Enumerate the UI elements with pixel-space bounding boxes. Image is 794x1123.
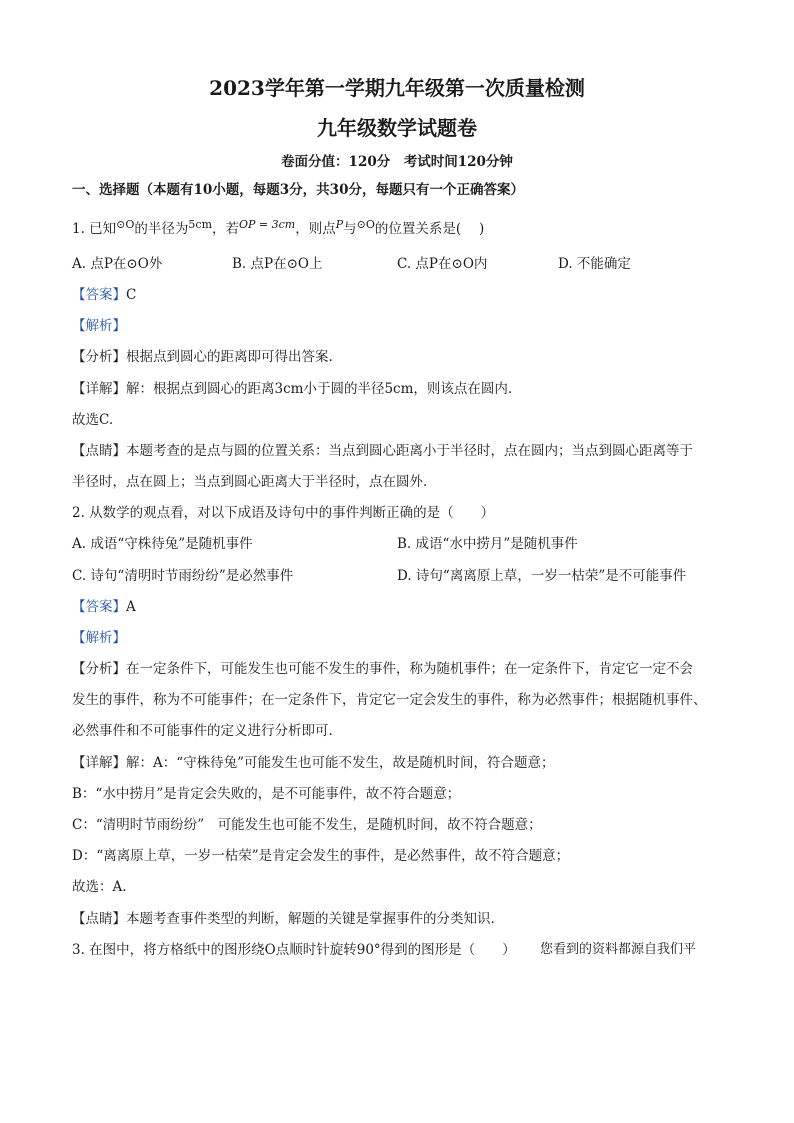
fenxi-tag: 【分析】 — [72, 349, 126, 365]
fenxi-tag: 【分析】 — [72, 661, 126, 677]
q1-stem-part: ，若 — [212, 221, 240, 237]
q2-stem: 2. 从数学的观点看，对以下成语及诗句中的事件判断正确的是（ ） — [72, 505, 495, 521]
q1-analysis-tag: 【解析】 — [72, 318, 126, 334]
q2-xiangjie-d: D：“离离原上草，一岁一枯荣”是肯定会发生的事件，是必然事件，故不符合题意； — [72, 848, 570, 864]
dianjing-text: 本题考查事件类型的判断，解题的关键是掌握事件的分类知识. — [126, 911, 495, 927]
answer-tag: 【答案】 — [72, 287, 126, 303]
q2-choice: 故选：A. — [72, 879, 127, 895]
q2-analysis-tag: 【解析】 — [72, 630, 126, 646]
q2-answer — [72, 597, 136, 617]
q1-xiangjie — [72, 379, 512, 399]
q2-option-b: B. 成语“水中捞月”是随机事件 — [397, 536, 578, 552]
radius-value: 5cm — [188, 218, 213, 231]
q2-option-d: D. 诗句“离离原上草，一岁一枯荣”是不可能事件 — [397, 568, 687, 584]
q1-stem-part: ，则点 — [295, 221, 336, 237]
xiangjie-tag: 【详解】 — [72, 755, 126, 771]
fenxi-text: 根据点到圆心的距离即可得出答案. — [126, 349, 333, 365]
q1-dianjing — [72, 441, 693, 461]
xiangjie-text: 解：根据点到圆心的距离3cm小于圆的半径5cm，则该点在圆内. — [126, 381, 513, 397]
q1-option-c: C. 点P在⊙O内 — [397, 256, 488, 272]
answer-value: C — [126, 287, 137, 303]
q1-choice: 故选C. — [72, 412, 114, 428]
q2-option-c: C. 诗句“清明时节雨纷纷”是必然事件 — [72, 568, 294, 584]
q1-option-d: D. 不能确定 — [558, 256, 631, 272]
answer-value: A — [126, 599, 136, 615]
q1-option-a: A. 点P在⊙O外 — [72, 256, 163, 272]
q1-stem-part: 的位置关系是( ) — [374, 221, 485, 237]
exam-title: 2023学年第一学期九年级第一次质量检测 — [209, 76, 585, 100]
dianjing-tag: 【点睛】 — [72, 911, 126, 927]
dianjing-text: 本题考查的是点与圆的位置关系：当点到圆心距离小于半径时，点在圆内；当点到圆心距离等于 — [126, 443, 693, 459]
q3-stem: 3. 在图中，将方格纸中的图形绕O点顺时针旋转90°得到的图形是（ ） — [72, 942, 516, 958]
circle-symbol: ⊙O — [116, 218, 135, 231]
q2-xiangjie-b: B：“水中捞月”是肯定会失败的，是不可能事件，故不符合题意； — [72, 786, 461, 802]
q2-fenxi-cont: 发生的事件，称为不可能事件；在一定条件下，肯定它一定会发生的事件，称为必然事件；根据随机事件、 — [72, 692, 707, 708]
section-heading: 一、选择题（本题有10小题，每题3分，共30分，每题只有一个正确答案） — [72, 182, 524, 198]
answer-tag: 【答案】 — [72, 599, 126, 615]
q2-fenxi — [72, 659, 693, 679]
watermark-text: 您看到的资料都源自我们平 — [540, 942, 697, 957]
exam-info: 卷面分值：120分 考试时间120分钟 — [281, 154, 513, 170]
q2-dianjing — [72, 909, 495, 929]
q2-xiangjie-c: C：“清明时节雨纷纷” 可能发生也可能不发生，是随机时间，故不符合题意； — [72, 817, 542, 833]
q1-stem-part: 1. 已知 — [72, 221, 117, 237]
q1-dianjing-cont: 半径时，点在圆上；当点到圆心距离大于半径时，点在圆外. — [72, 474, 428, 490]
fenxi-text: 在一定条件下，可能发生也可能不发生的事件，称为随机事件；在一定条件下，肯定它一定不会 — [126, 661, 693, 677]
xiangjie-text: 解：A：“守株待兔”可能发生也可能不发生，故是随机时间，符合题意； — [126, 755, 555, 771]
q2-fenxi-cont: 必然事件和不可能事件的定义进行分析即可. — [72, 723, 333, 739]
xiangjie-tag: 【详解】 — [72, 381, 126, 397]
q1-fenxi — [72, 347, 333, 367]
q2-xiangjie — [72, 753, 555, 773]
op-value: OP = 3cm — [239, 218, 296, 231]
q1-stem-part: 与 — [343, 221, 357, 237]
exam-subject-title: 九年级数学试题卷 — [317, 116, 477, 140]
q1-option-b: B. 点P在⊙O上 — [232, 256, 323, 272]
q1-stem-part: 的半径为 — [134, 221, 189, 237]
q1-stem — [72, 219, 484, 240]
point-p: P — [335, 218, 344, 231]
q1-answer — [72, 285, 136, 305]
dianjing-tag: 【点睛】 — [72, 443, 126, 459]
q2-option-a: A. 成语“守株待兔”是随机事件 — [72, 536, 253, 552]
circle-symbol: ⊙O — [356, 218, 375, 231]
